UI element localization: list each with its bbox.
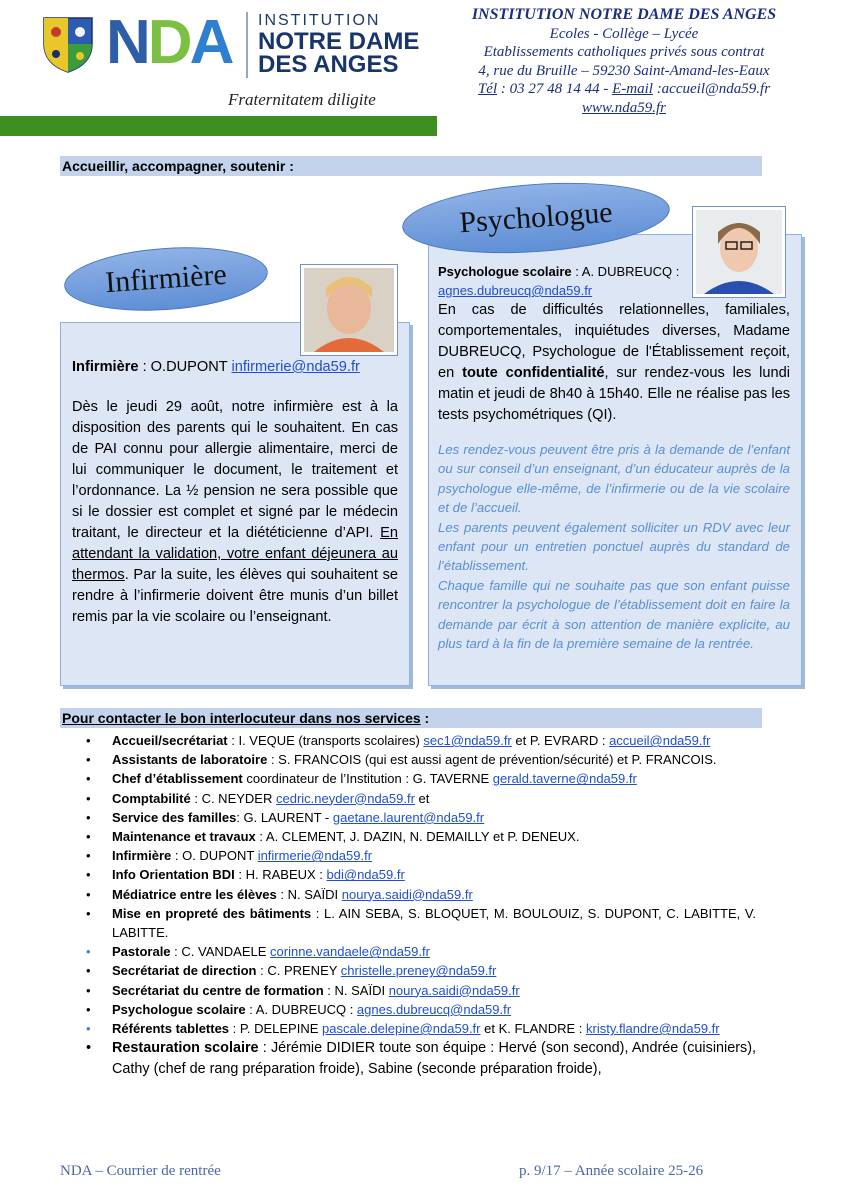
motto: Fraternitatem diligite — [228, 90, 376, 109]
contact-text: coordinateur de l’Institution : G. TAVERNE — [242, 771, 493, 787]
contact-email-link[interactable]: pascale.delepine@nda59.fr — [322, 1021, 481, 1037]
infirmiere-oval-title: Infirmière — [62, 241, 270, 317]
contact-text: : H. RABEUX : — [234, 867, 327, 883]
contact-text: et P. EVRARD : — [511, 733, 610, 748]
psychologue-italic-notes — [438, 440, 790, 653]
contact-label: Pastorale — [112, 944, 171, 960]
contact-text: : C. NEYDER — [190, 790, 276, 806]
contact-email-link[interactable]: sec1@nda59.fr — [423, 733, 512, 748]
contact-email-link[interactable]: christelle.preney@nda59.fr — [340, 963, 497, 979]
contact-text: : S. FRANCOIS (qui est aussi agent de prévention/sécurité) et P. FRANCOIS. — [267, 752, 717, 768]
contact-email-link[interactable]: corinne.vandaele@nda59.fr — [270, 944, 430, 960]
contact-text: : A. DUBREUCQ : — [245, 1001, 357, 1017]
contact-text: : P. DELEPINE — [229, 1021, 323, 1037]
contact-text: et — [414, 790, 430, 806]
psychologue-paragraph: En cas de difficultés relationnelles, familiales, comportementales, inquiétudes diverses, Madame DUBREUCQ, Psychologue de l'Établissement reçoit, en toute confidentialité, sur rendez-vous les lundi matin et jeudi de 8h40 à 15h40. Elle ne réalise pas les tests psychométriques (QI). — [438, 302, 791, 423]
contact-text: : Jérémie DIDIER toute son équipe : Hervé (son second), Andrée (cuisiniers), Cathy (chef de rang préparation froide), Sabine (seconde préparation froide), — [112, 1040, 756, 1078]
logo-institution-name — [258, 30, 419, 76]
contact-text: : O. DUPONT — [171, 848, 258, 864]
list-item — [86, 961, 756, 980]
list-item — [86, 827, 756, 846]
bullet-icon: • — [86, 809, 91, 825]
infirmiere-contact: Infirmière : O.DUPONT infirmerie@nda59.fr — [72, 359, 360, 375]
psychologue-oval-title: Psychologue — [400, 175, 672, 262]
institution-contact-line — [448, 80, 800, 99]
list-item — [86, 981, 756, 1000]
institution-status: Etablissements catholiques privés sous contrat — [483, 44, 765, 60]
contact-label: Assistants de laboratoire — [112, 752, 268, 768]
list-item — [86, 865, 756, 884]
contact-label: Service des familles — [112, 809, 237, 825]
infirmiere-email-link[interactable]: infirmerie@nda59.fr — [231, 359, 360, 375]
bullet-icon: • — [86, 886, 91, 902]
psychologue-email-link[interactable]: agnes.dubreucq@nda59.fr — [438, 283, 593, 298]
contact-text: : G. LAURENT - — [236, 809, 333, 825]
logo-institution-label: INSTITUTION — [258, 12, 381, 29]
bullet-icon: • — [86, 1040, 92, 1057]
contact-email-link[interactable]: infirmerie@nda59.fr — [257, 848, 373, 864]
coat-of-arms-icon — [42, 14, 94, 74]
psychologue-contact: Psychologue scolaire : A. DUBREUCQ : agnes.dubreucq@nda59.fr — [438, 264, 680, 298]
bullet-icon: • — [86, 790, 91, 806]
psychologue-note-3: Chaque famille qui ne souhaite pas que son enfant puisse rencontrer la psychologue de l’établissement doit en faire la demande par écrit à son attention de manière explicite, au plus tard à la fin de la première semaine de la rentrée. — [438, 577, 790, 652]
email-label: E-mail — [612, 81, 653, 97]
contact-text: : N. SAÏDI — [323, 982, 389, 998]
psychologue-note-1: Les rendez-vous peuvent être pris à la demande de l’enfant ou sur conseil d’un enseignant, d’un éducateur auprès de la psychologue elle-même, de l’infirmerie ou de la vie scolaire et de l’accueil. — [438, 442, 790, 516]
bullet-icon: • — [86, 1021, 91, 1037]
infirmiere-paragraph: Dès le jeudi 29 août, notre infirmière est à la disposition des parents qui le souhaitent. En cas de PAI connu pour allergie alimentaire, merci de lui communiquer le document, le traitement et l’ordonnance. La ½ pension ne sera possible que si le dossier est complet et signé par le médecin traitant, le directeur et la diététicienne d’API. En attendant la validation, votre enfant déjeunera au thermos. Par la suite, les élèves qui souhaitent se rendre à l’infirmerie doivent être munis d’un billet remis par la vie scolaire ou l’enseignant. — [72, 399, 398, 625]
contact-text: : I. VEQUE (transports scolaires) — [227, 733, 424, 748]
bullet-icon: • — [86, 982, 91, 998]
contact-text: : C. PRENEY — [256, 963, 341, 979]
institution-title: INSTITUTION NOTRE DAME DES ANGES — [471, 6, 777, 23]
contact-text: : N. SAÏDI — [276, 886, 342, 902]
contact-label: Chef d’établissement — [112, 771, 243, 787]
bullet-icon: • — [86, 1001, 91, 1017]
contact-label: Mise en propreté des bâtiments — [112, 905, 312, 921]
list-item — [86, 789, 756, 808]
contact-label: Secrétariat du centre de formation — [112, 982, 324, 998]
contact-label: Infirmière — [112, 848, 172, 864]
institution-address-block — [448, 6, 800, 117]
logo-divider — [246, 12, 248, 78]
infirmiere-photo — [300, 264, 398, 356]
contact-label: Maintenance et travaux — [112, 829, 256, 845]
footer-page-number: p. 9/17 – Année scolaire 25-26 — [519, 1163, 704, 1179]
psychologue-note-2: Les parents peuvent également solliciter un RDV avec leur enfant pour un entretien ponctuel auprès du standard de l’établissement. — [438, 519, 790, 574]
contact-label: Comptabilité — [112, 790, 191, 806]
list-item — [86, 731, 756, 750]
contact-email-link[interactable]: agnes.dubreucq@nda59.fr — [356, 1001, 512, 1017]
list-item — [86, 750, 756, 769]
contact-label: Info Orientation BDI — [112, 867, 235, 883]
bullet-icon: • — [86, 905, 91, 921]
bullet-icon: • — [86, 867, 91, 883]
contact-text: : C. VANDAELE — [170, 944, 271, 960]
institution-schools: Ecoles - Collège – Lycée — [549, 25, 699, 42]
contact-label: Référents tablettes — [112, 1021, 230, 1037]
list-item — [86, 885, 756, 904]
contact-text: : A. CLEMENT, J. DAZIN, N. DEMAILLY et P. DENEUX. — [255, 829, 580, 845]
contact-email-link[interactable]: nourya.saidi@nda59.fr — [341, 886, 473, 902]
list-item — [86, 808, 756, 827]
contact-email-link[interactable]: kristy.flandre@nda59.fr — [585, 1021, 720, 1037]
contact-email-link[interactable]: gerald.taverne@nda59.fr — [492, 771, 637, 787]
contact-label: Restauration scolaire — [112, 1040, 259, 1057]
tel-label: Tél — [477, 81, 498, 97]
contact-label: Accueil/secrétariat — [112, 733, 228, 748]
section-title-contacts: Pour contacter le bon interlocuteur dans nos services : — [60, 708, 762, 728]
contact-email-link[interactable]: gaetane.laurent@nda59.fr — [332, 809, 485, 825]
contacts-list — [86, 731, 756, 1080]
contact-email-link[interactable]: cedric.neyder@nda59.fr — [275, 790, 415, 806]
institution-address: 4, rue du Bruille – 59230 Saint-Amand-les-Eaux — [478, 62, 770, 79]
list-item — [86, 904, 756, 942]
logo-name-line2: DES ANGES — [258, 51, 399, 78]
list-item — [86, 1038, 756, 1080]
list-item — [86, 769, 756, 788]
bullet-icon: • — [86, 848, 91, 864]
logo-letters: NDA — [106, 8, 232, 77]
bullet-icon: • — [86, 771, 91, 787]
section-title-accueillir: Accueillir, accompagner, soutenir : — [60, 156, 762, 176]
list-item — [86, 846, 756, 865]
bullet-icon: • — [86, 829, 91, 845]
contact-email-link[interactable]: nourya.saidi@nda59.fr — [388, 982, 520, 998]
bullet-icon: • — [86, 963, 91, 979]
bullet-icon: • — [86, 944, 91, 960]
bullet-icon: • — [86, 733, 91, 748]
logo-name-line1: NOTRE DAME — [258, 28, 420, 55]
contact-text: : L. AIN SEBA, S. BLOQUET, M. BOULOUIZ, S. DUPONT, C. LABITTE, V. LABITTE. — [112, 905, 756, 941]
footer-left: NDA – Courrier de rentrée — [60, 1163, 221, 1179]
list-item — [86, 1000, 756, 1019]
contact-email-link[interactable]: accueil@nda59.fr — [609, 733, 711, 748]
contact-label: Médiatrice entre les élèves — [112, 886, 277, 902]
list-item — [86, 1019, 756, 1038]
contact-label: Secrétariat de direction — [112, 963, 257, 979]
website-link[interactable]: www.nda59.fr — [582, 99, 666, 116]
contact-email-link[interactable]: bdi@nda59.fr — [326, 867, 405, 883]
contact-text: et K. FLANDRE : — [480, 1021, 586, 1037]
header-green-bar — [0, 116, 437, 136]
list-item — [86, 942, 756, 961]
bullet-icon: • — [86, 752, 91, 768]
tel-value: : 03 27 48 14 44 - — [497, 81, 613, 97]
contact-label: Psychologue scolaire — [112, 1001, 246, 1017]
email-value: :accueil@nda59.fr — [652, 81, 771, 97]
